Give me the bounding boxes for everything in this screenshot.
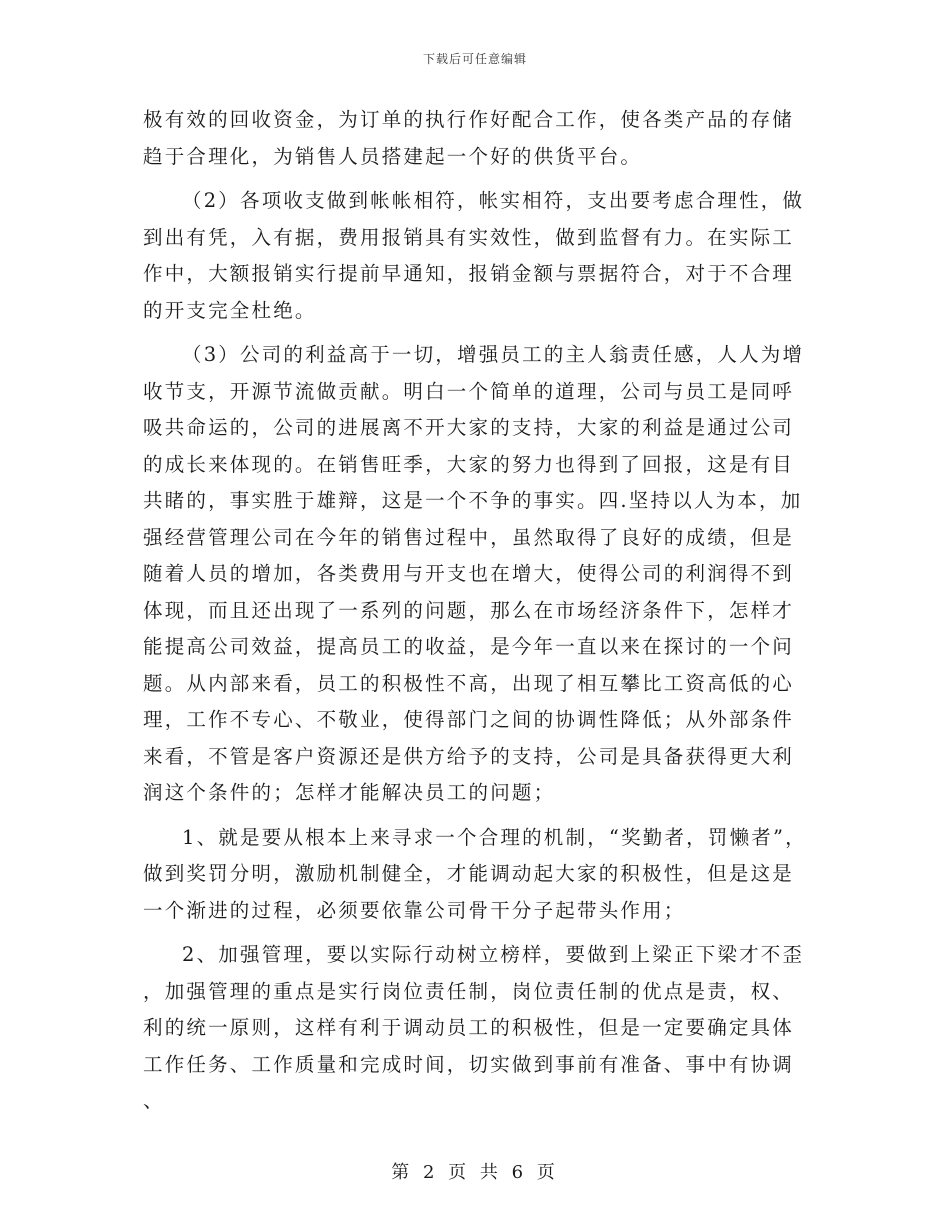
paragraph-continuation: 极有效的回收资金，为订单的执行作好配合工作，使各类产品的存储趋于合理化，为销售人员搭建起一个好的供货平台。 [143, 108, 795, 168]
paragraph-point-2: 2、加强管理，要以实际行动树立榜样，要做到上梁正下梁才不歪，加强管理的重点是实行岗位责任制，岗位责任制的优点是责，权、利的统一原则，这样有利于调动员工的积极性，但是一定要确定具体工作任务、工作质量和完成时间，切实做到事前有准备、事中有协调、 [143, 943, 805, 1112]
page-header: 下载后可任意编辑 [422, 52, 527, 66]
paragraph-item-2: （2）各项收支做到帐帐相符，帐实相符，支出要考虑合理性，做到出有凭，入有据，费用报销具有实效性，做到监督有力。在实际工作中，大额报销实行提前早通知，报销金额与票据符合，对于不合理的开支完全杜绝。 [143, 189, 805, 322]
paragraph-item-3: （3）公司的利益高于一切，增强员工的主人翁责任感，人人为增收节支，开源节流做贡献。明白一个简单的道理，公司与员工是同呼吸共命运的，公司的进展离不开大家的支持，大家的利益是通过公司的成长来体现的。在销售旺季，大家的努力也得到了回报，这是有目共睹的，事实胜于雄辩，这是一个不争的事实。四.坚持以人为本，加强经营管理公司在今年的销售过程中，虽然取得了良好的成绩，但是随着人员的增加，各类费用与开支也在增大，使得公司的利润得不到体现，而且还出现了一系列的问题，那么在市场经济条件下，怎样才能提高公司效益，提高员工的收益，是今年一直以来在探讨的一个问题。从内部来看，员工的积极性不高，出现了相互攀比工资高低的心理，工作不专心、不敬业，使得部门之间的协调性降低；从外部条件来看，不管是客户资源还是供方给予的支持，公司是具备获得更大利润这个条件的；怎样才能解决员工的问题； [143, 343, 805, 804]
paragraph-point-1: 1、就是要从根本上来寻求一个合理的机制，“奖勤者，罚懒者”，做到奖罚分明，激励机制健全，才能调动起大家的积极性，但是这是一个渐进的过程，必须要依靠公司骨干分子起带头作用； [143, 825, 807, 922]
document-body [143, 102, 811, 1128]
page-number: 第 2 页 共 6 页 [391, 1162, 559, 1183]
